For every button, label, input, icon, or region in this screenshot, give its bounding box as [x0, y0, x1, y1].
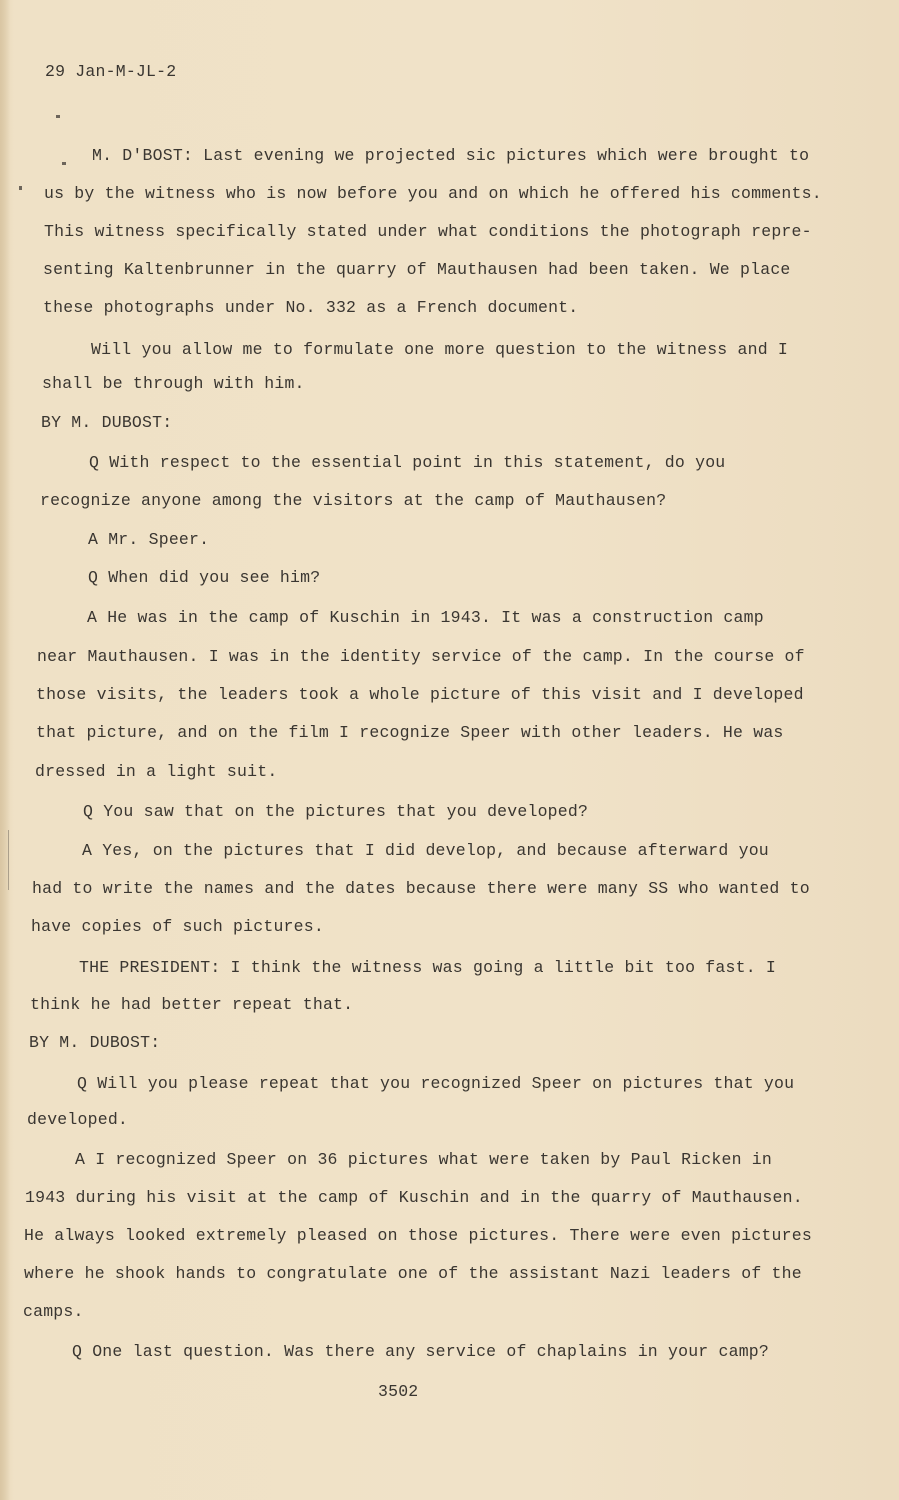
question-line: Q With respect to the essential point in this statement, do you	[89, 453, 726, 472]
answer-line: A Mr. Speer.	[88, 530, 210, 549]
ink-speck	[56, 115, 60, 118]
text-line: shall be through with him.	[42, 374, 305, 393]
text-line: camps.	[23, 1302, 84, 1321]
ink-speck	[19, 186, 22, 190]
text-line: He always looked extremely pleased on those pictures. There were even pictures	[24, 1226, 812, 1245]
margin-mark	[8, 830, 9, 890]
examiner-heading: BY M. DUBOST:	[41, 413, 173, 432]
question-line: Q When did you see him?	[88, 568, 321, 587]
question-line: Q Will you please repeat that you recognized Speer on pictures that you	[77, 1074, 795, 1093]
question-line: Q One last question. Was there any service of chaplains in your camp?	[72, 1342, 770, 1361]
text-line: senting Kaltenbrunner in the quarry of Mauthausen had been taken. We place	[43, 260, 791, 279]
text-line: think he had better repeat that.	[30, 995, 354, 1014]
text-line: This witness specifically stated under what conditions the photograph repre-	[44, 222, 812, 241]
question-line: Q You saw that on the pictures that you developed?	[83, 802, 589, 821]
text-line: 1943 during his visit at the camp of Kuschin and in the quarry of Mauthausen.	[25, 1188, 803, 1207]
text-line: us by the witness who is now before you and on which he offered his comments.	[44, 184, 822, 203]
text-line: where he shook hands to congratulate one of the assistant Nazi leaders of the	[24, 1264, 802, 1283]
ink-speck	[62, 162, 66, 165]
text-line: that picture, and on the film I recognize Speer with other leaders. He was	[36, 723, 784, 742]
answer-line: A Yes, on the pictures that I did develop, and because afterward you	[82, 841, 769, 860]
text-line: had to write the names and the dates because there were many SS who wanted to	[32, 879, 810, 898]
answer-line: A He was in the camp of Kuschin in 1943. It was a construction camp	[87, 608, 764, 627]
page-number: 3502	[378, 1382, 419, 1401]
text-line: those visits, the leaders took a whole picture of this visit and I developed	[36, 685, 804, 704]
text-line: developed.	[27, 1110, 129, 1129]
examiner-heading: BY M. DUBOST:	[29, 1033, 161, 1052]
text-line: have copies of such pictures.	[31, 917, 324, 936]
text-line: Will you allow me to formulate one more question to the witness and I	[91, 340, 789, 359]
answer-line: A I recognized Speer on 36 pictures what were taken by Paul Ricken in	[75, 1150, 773, 1169]
text-line: these photographs under No. 332 as a French document.	[43, 298, 579, 317]
text-line: M. D'BOST: Last evening we projected sic pictures which were brought to	[92, 146, 810, 165]
paper-edge	[0, 0, 10, 1500]
document-reference: 29 Jan-M-JL-2	[45, 62, 177, 81]
text-line: THE PRESIDENT: I think the witness was going a little bit too fast. I	[79, 958, 777, 977]
text-line: dressed in a light suit.	[35, 762, 278, 781]
text-line: recognize anyone among the visitors at the camp of Mauthausen?	[40, 491, 667, 510]
text-line: near Mauthausen. I was in the identity service of the camp. In the course of	[37, 647, 805, 666]
